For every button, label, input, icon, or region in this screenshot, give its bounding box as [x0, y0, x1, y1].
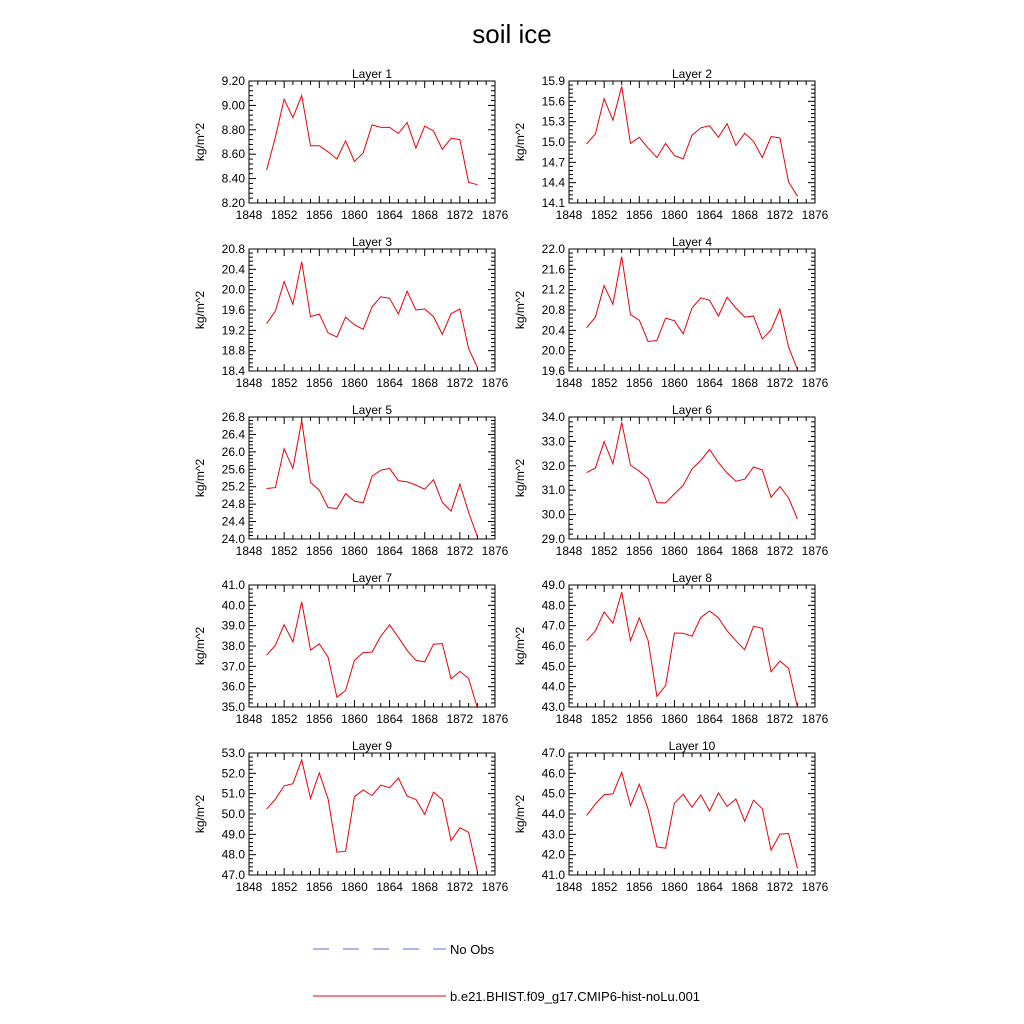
legend	[313, 942, 700, 1004]
y-tick-label: 45.0	[541, 659, 565, 674]
y-tick-label: 46.0	[541, 639, 565, 653]
x-tick-label: 1848	[235, 376, 263, 390]
x-tick-label: 1868	[411, 376, 439, 390]
y-tick-label: 41.0	[541, 868, 565, 882]
panel-layer-7	[193, 571, 509, 726]
y-axis-label: kg/m^2	[513, 626, 527, 666]
x-tick-label: 1856	[625, 208, 653, 222]
y-tick-label: 44.0	[541, 807, 565, 821]
y-tick-label: 41.0	[221, 578, 245, 592]
y-tick-label: 8.40	[221, 171, 245, 186]
y-tick-label: 15.9	[541, 74, 565, 88]
y-tick-label: 26.0	[221, 444, 245, 459]
x-tick-label: 1864	[376, 880, 403, 894]
x-tick-label: 1864	[376, 712, 403, 726]
x-tick-label: 1872	[446, 880, 474, 894]
x-tick-label: 1876	[481, 208, 509, 222]
x-tick-label: 1860	[661, 712, 688, 726]
y-tick-label: 48.0	[221, 847, 245, 862]
x-tick-label: 1860	[661, 544, 688, 558]
x-tick-label: 1864	[376, 208, 403, 222]
y-tick-label: 47.0	[541, 618, 565, 633]
x-tick-label: 1856	[625, 712, 653, 726]
x-tick-label: 1868	[411, 880, 439, 894]
x-tick-label: 1872	[446, 544, 474, 558]
x-tick-label: 1860	[661, 880, 688, 894]
y-axis-label: kg/m^2	[193, 626, 207, 666]
y-tick-label: 9.00	[221, 98, 245, 113]
y-tick-label: 24.0	[221, 532, 245, 546]
y-tick-label: 37.0	[221, 659, 245, 674]
x-tick-label: 1876	[481, 712, 509, 726]
x-tick-label: 1876	[481, 376, 509, 390]
y-tick-label: 35.0	[221, 700, 245, 714]
x-tick-label: 1864	[696, 880, 723, 894]
panel-title: Layer 6	[671, 403, 713, 417]
x-tick-label: 1860	[341, 544, 368, 558]
x-tick-label: 1872	[766, 712, 794, 726]
panel-layer-5	[193, 403, 509, 558]
y-tick-label: 48.0	[541, 598, 565, 613]
y-tick-label: 52.0	[221, 766, 245, 781]
panel-layer-4	[513, 235, 829, 390]
x-tick-label: 1876	[481, 544, 509, 558]
y-tick-label: 15.6	[541, 94, 565, 109]
x-tick-label: 1872	[766, 376, 794, 390]
panel-layer-3	[193, 235, 509, 390]
y-axis-label: kg/m^2	[193, 122, 207, 162]
y-tick-label: 14.1	[541, 196, 565, 210]
x-tick-label: 1872	[766, 208, 794, 222]
x-tick-label: 1852	[270, 712, 298, 726]
y-tick-label: 18.8	[221, 343, 245, 358]
y-axis-label: kg/m^2	[513, 458, 527, 498]
plot-frame	[249, 753, 495, 875]
y-tick-label: 26.4	[221, 427, 245, 442]
panel-title: Layer 8	[671, 571, 713, 585]
x-tick-label: 1868	[411, 712, 439, 726]
x-tick-label: 1864	[696, 376, 723, 390]
x-tick-label: 1852	[590, 208, 618, 222]
panel-title: Layer 10	[668, 739, 716, 753]
y-tick-label: 45.0	[541, 786, 565, 801]
panel-layer-10	[513, 739, 829, 894]
x-tick-label: 1848	[555, 544, 583, 558]
panel-title: Layer 9	[351, 739, 393, 753]
panel-layer-1	[193, 67, 509, 222]
x-tick-label: 1856	[625, 880, 653, 894]
x-tick-label: 1868	[411, 208, 439, 222]
panel-title: Layer 7	[351, 571, 393, 585]
panel-layer-9	[193, 739, 509, 894]
plot-frame	[569, 753, 815, 875]
series-line	[587, 592, 798, 707]
y-tick-label: 18.4	[221, 364, 245, 378]
x-tick-label: 1856	[625, 544, 653, 558]
x-tick-label: 1848	[235, 880, 263, 894]
x-tick-label: 1860	[341, 208, 368, 222]
plot-frame	[569, 417, 815, 539]
series-line	[587, 257, 798, 370]
y-tick-label: 8.60	[221, 147, 245, 162]
y-tick-label: 8.80	[221, 122, 245, 137]
x-tick-label: 1868	[731, 712, 759, 726]
y-tick-label: 38.0	[221, 639, 245, 653]
x-tick-label: 1852	[270, 208, 298, 222]
plot-frame	[249, 81, 495, 203]
y-tick-label: 29.0	[541, 532, 565, 546]
x-tick-label: 1868	[731, 880, 759, 894]
y-tick-label: 19.6	[221, 303, 245, 317]
x-tick-label: 1864	[696, 544, 723, 558]
panel-title: Layer 2	[671, 67, 713, 81]
series-line	[587, 86, 798, 196]
y-tick-label: 31.0	[541, 483, 565, 498]
y-tick-label: 14.7	[541, 155, 565, 170]
panel-title: Layer 4	[671, 235, 713, 249]
y-tick-label: 51.0	[221, 786, 245, 801]
series-line	[267, 602, 478, 708]
x-tick-label: 1852	[590, 544, 618, 558]
x-tick-label: 1864	[696, 208, 723, 222]
y-tick-label: 24.4	[221, 514, 245, 529]
x-tick-label: 1876	[801, 544, 829, 558]
plot-frame	[249, 585, 495, 707]
panel-layer-8	[513, 571, 829, 726]
x-tick-label: 1848	[555, 376, 583, 390]
x-tick-label: 1856	[305, 712, 333, 726]
x-tick-label: 1876	[801, 712, 829, 726]
x-tick-label: 1876	[801, 880, 829, 894]
series-line	[267, 262, 478, 368]
y-tick-label: 20.4	[541, 323, 565, 338]
y-tick-label: 43.0	[541, 827, 565, 842]
y-tick-label: 32.0	[541, 458, 565, 473]
y-tick-label: 44.0	[541, 679, 565, 694]
panel-title: Layer 5	[351, 403, 393, 417]
y-tick-label: 20.0	[221, 282, 245, 297]
panels	[193, 67, 829, 894]
series-line	[587, 772, 798, 868]
figure-title: soil ice	[472, 19, 552, 49]
series-line	[267, 421, 478, 537]
x-tick-label: 1852	[590, 376, 618, 390]
y-axis-label: kg/m^2	[193, 794, 207, 834]
y-tick-label: 33.0	[541, 434, 565, 449]
x-tick-label: 1872	[446, 712, 474, 726]
x-tick-label: 1864	[376, 544, 403, 558]
x-tick-label: 1876	[801, 208, 829, 222]
y-tick-label: 8.20	[221, 196, 245, 210]
panel-title: Layer 1	[351, 67, 393, 81]
x-tick-label: 1868	[731, 544, 759, 558]
x-tick-label: 1848	[235, 712, 263, 726]
y-tick-label: 43.0	[541, 700, 565, 714]
x-tick-label: 1848	[235, 544, 263, 558]
x-tick-label: 1848	[555, 712, 583, 726]
x-tick-label: 1852	[270, 376, 298, 390]
y-tick-label: 15.3	[541, 114, 565, 129]
x-tick-label: 1868	[731, 376, 759, 390]
y-tick-label: 20.0	[541, 343, 565, 358]
panel-title: Layer 3	[351, 235, 393, 249]
y-tick-label: 30.0	[541, 507, 565, 522]
y-tick-label: 14.4	[541, 175, 565, 190]
y-tick-label: 19.6	[541, 364, 565, 378]
x-tick-label: 1860	[661, 208, 688, 222]
y-axis-label: kg/m^2	[193, 290, 207, 330]
plot-frame	[249, 417, 495, 539]
x-tick-label: 1872	[446, 208, 474, 222]
x-tick-label: 1848	[555, 880, 583, 894]
y-tick-label: 36.0	[221, 679, 245, 694]
x-tick-label: 1848	[555, 208, 583, 222]
series-line	[587, 422, 798, 519]
series-line	[267, 760, 478, 872]
x-tick-label: 1852	[270, 880, 298, 894]
x-tick-label: 1872	[766, 880, 794, 894]
x-tick-label: 1860	[341, 712, 368, 726]
y-tick-label: 34.0	[541, 410, 565, 424]
y-tick-label: 25.6	[221, 462, 245, 477]
y-tick-label: 47.0	[541, 746, 565, 760]
x-tick-label: 1856	[305, 208, 333, 222]
x-tick-label: 1860	[661, 376, 688, 390]
y-tick-label: 25.2	[221, 479, 245, 494]
y-tick-label: 9.20	[221, 74, 245, 88]
y-tick-label: 49.0	[221, 827, 245, 842]
x-tick-label: 1856	[305, 376, 333, 390]
plot-frame	[569, 585, 815, 707]
y-axis-label: kg/m^2	[193, 458, 207, 498]
x-tick-label: 1852	[590, 880, 618, 894]
x-tick-label: 1856	[305, 880, 333, 894]
y-tick-label: 53.0	[221, 746, 245, 760]
y-tick-label: 42.0	[541, 847, 565, 862]
x-tick-label: 1876	[801, 376, 829, 390]
x-tick-label: 1860	[341, 880, 368, 894]
y-tick-label: 19.2	[221, 323, 245, 338]
x-tick-label: 1852	[590, 712, 618, 726]
x-tick-label: 1852	[270, 544, 298, 558]
x-tick-label: 1876	[481, 880, 509, 894]
x-tick-label: 1868	[411, 544, 439, 558]
x-tick-label: 1856	[305, 544, 333, 558]
y-tick-label: 50.0	[221, 807, 245, 821]
y-tick-label: 21.6	[541, 262, 565, 277]
y-tick-label: 20.4	[221, 262, 245, 277]
y-axis-label: kg/m^2	[513, 122, 527, 162]
y-tick-label: 26.8	[221, 410, 245, 424]
y-tick-label: 47.0	[221, 868, 245, 882]
x-tick-label: 1860	[341, 376, 368, 390]
y-tick-label: 21.2	[541, 282, 565, 297]
panel-layer-6	[513, 403, 829, 558]
y-tick-label: 22.0	[541, 242, 565, 256]
plot-frame	[569, 81, 815, 203]
y-tick-label: 20.8	[541, 303, 565, 317]
y-tick-label: 20.8	[221, 242, 245, 256]
series-line	[267, 96, 478, 185]
y-tick-label: 40.0	[221, 598, 245, 613]
x-tick-label: 1848	[235, 208, 263, 222]
y-axis-label: kg/m^2	[513, 794, 527, 834]
x-tick-label: 1856	[625, 376, 653, 390]
x-tick-label: 1872	[446, 376, 474, 390]
y-tick-label: 39.0	[221, 618, 245, 633]
x-tick-label: 1868	[731, 208, 759, 222]
panel-layer-2	[513, 67, 829, 222]
y-tick-label: 46.0	[541, 766, 565, 781]
y-tick-label: 15.0	[541, 135, 565, 149]
y-axis-label: kg/m^2	[513, 290, 527, 330]
x-tick-label: 1872	[766, 544, 794, 558]
x-tick-label: 1864	[376, 376, 403, 390]
plot-frame	[569, 249, 815, 371]
legend-label-model: b.e21.BHIST.f09_g17.CMIP6-hist-noLu.001	[450, 989, 701, 1004]
y-tick-label: 24.8	[221, 497, 245, 512]
y-tick-label: 49.0	[541, 578, 565, 592]
x-tick-label: 1864	[696, 712, 723, 726]
legend-label-no-obs: No Obs	[450, 942, 495, 957]
